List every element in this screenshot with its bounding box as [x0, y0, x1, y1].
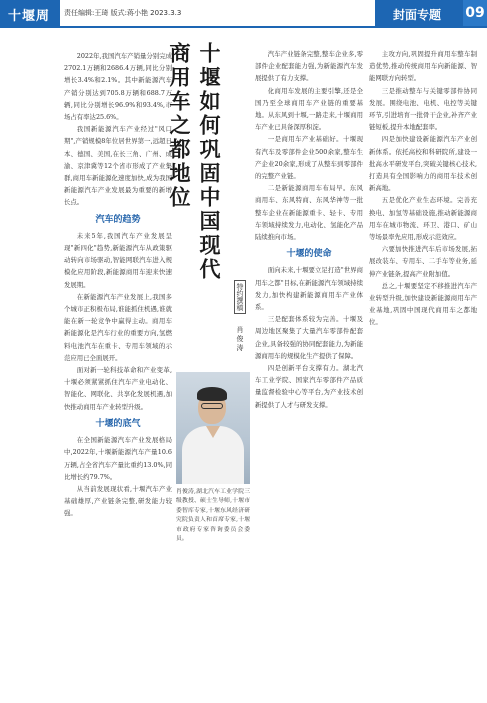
- paragraph: 总之,十堰要坚定不移推进汽车产业转型升级,加快建设新能源商用车产业基地,巩固中国现代商用车之都地位。: [369, 281, 477, 327]
- paragraph: 六要加快推进汽车后市场发展,拓展改装车、专用车、二手车等业务,延伸产业链条,提高产业附加值。: [369, 245, 477, 278]
- page-number: 09: [463, 0, 487, 26]
- paragraph: 汽车产业链条完整,整车企业多,零部件企业配套能力强,为新能源汽车发展提供了有力支撑。: [255, 50, 363, 83]
- author-photo: [176, 372, 250, 484]
- paragraph: 面对新一轮科技革命和产业变革,十堰必须紧紧抓住汽车产业电动化、智能化、网联化、共享化发展机遇,加快推动商用车产业转型升级。: [64, 366, 172, 411]
- article-column-4: [369, 48, 477, 680]
- paragraph: 五是优化产业生态环境。完善充换电、加氢等基础设施,推动新能源商用车在城市物流、环卫、港口、矿山等场景率先应用,形成示范效应。: [369, 196, 477, 242]
- paragraph: 我国新能源汽车产业经过"风口期",产销规模8年位居世界第一,远超日本、德国、美国,在长三角、广州、成渝、京津冀等12个省市形成了产业集群,商用车新能源化速度加快,成为我国新能源汽车产业发展最为重要的新增长点。: [64, 125, 172, 207]
- paragraph: 四是加快建设新能源汽车产业创新体系。依托高校和科研院所,建设一批高水平研发平台,突破关键核心技术,打造具有全国影响力的商用车技术创新高地。: [369, 135, 477, 193]
- brand-title: 十堰周刊: [8, 9, 51, 43]
- paragraph: 在新能源汽车产业发展上,我国多个城市正积极布局,谁能抓住机遇,谁就能在新一轮竞争中赢得主动。商用车新能源化是汽车行业的重要方向,氢燃料电池汽车在重卡、专用车领域的示范应用已全面展开。: [64, 292, 172, 362]
- article-column-1: [64, 50, 172, 682]
- photo-caption: 肖俊涛,湖北汽车工业学院三级教授、硕士生导师,十堰市委智库专家,十堰东风经济研究院负责人和首席专家,十堰市政府专家咨询委员会委员。: [176, 489, 250, 543]
- header-rule: [0, 26, 487, 28]
- paragraph: 从当前发展现状看,十堰汽车产业基础雄厚,产业链条完整,研发能力较强。: [64, 484, 172, 518]
- paragraph: 化商用车发展的主要引擎,还是全国乃至全球商用车产业链的重要基地。从东风到十堰,一路走来,十堰商用车产业已具备深厚积淀。: [255, 86, 363, 132]
- paragraph: 一是商用车产业基础好。十堰现有汽车及零部件企业500余家,整车生产企业20余家,形成了从整车到零部件的完整产业链。: [255, 135, 363, 181]
- paragraph: 主攻方向,巩固提升商用车整车制造优势,推动传统商用车向新能源、智能网联方向转型。: [369, 50, 477, 83]
- paragraph: 在全国新能源汽车产业发展格局中,2022年,十堰新能源汽车产量10.6万辆,占全省汽车产量比重约13.0%,同比增长约79.7%。: [64, 436, 172, 481]
- paragraph: 2022年,我国汽车产销量分别完成2702.1万辆和2686.4万辆,同比分别增长3.4%和2.1%。其中新能源汽车产销分别达到705.8万辆和688.7万辆,同比分别增长96.9%和93.4%,市场占有率达25.6%。: [64, 52, 172, 122]
- photo-glasses: [201, 403, 223, 409]
- paragraph: 未来5年,我国汽车产业发展呈现"新四化"趋势,新能源汽车从政策驱动转向市场驱动,智能网联汽车进入规模化应用阶段,新能源商用车迎来快速发展期。: [64, 231, 172, 289]
- section-block: [375, 0, 487, 26]
- byline: [226, 280, 246, 353]
- page-header: [0, 0, 487, 43]
- section-heading: 十堰的使命: [286, 249, 332, 260]
- section-title: 封面专题: [393, 8, 442, 22]
- article-column-2-lower: [176, 488, 250, 683]
- brand-block: [0, 0, 60, 43]
- article-column-3: [255, 48, 363, 680]
- section-heading: 十堰的底气: [95, 418, 141, 429]
- section-heading: 汽车的趋势: [95, 214, 141, 225]
- paragraph: 面向未来,十堰要立足打造"世界商用车之都"目标,在新能源汽车领域持续发力,加快构建新能源商用车产业体系。: [255, 266, 363, 312]
- paragraph: 三是配套体系较为完善。十堰及周边地区聚集了大量汽车零部件配套企业,具备较强的协同配套能力,为新能源商用车的规模化生产提供了保障。: [255, 315, 363, 360]
- byline-author: 肖俊涛: [236, 326, 244, 354]
- paragraph: 二是新能源商用车布局早。东风商用车、东风特商、东风华神等一批整车企业在新能源重卡、轻卡、专用车领域持续发力,电动化、氢能化产品陆续推向市场。: [255, 184, 363, 242]
- article-headline: 十堰如何巩固中国现代商用车之都地位: [167, 42, 222, 282]
- edition-meta: 责任编辑:王琦 版式:蒋小艳 2023.3.3: [64, 9, 182, 17]
- paragraph: 四是创新平台支撑有力。湖北汽车工业学院、国家汽车零部件产品质量监督检验中心等平台,为产业技术创新提供了人才与研发支撑。: [255, 364, 363, 409]
- byline-tag: 特约撰稿: [234, 280, 246, 314]
- photo-hair: [197, 387, 227, 401]
- paragraph: 三是推动整车与关键零部件协同发展。围绕电池、电机、电控等关键环节,引进培育一批骨干企业,补齐产业链短板,提升本地配套率。: [369, 86, 477, 132]
